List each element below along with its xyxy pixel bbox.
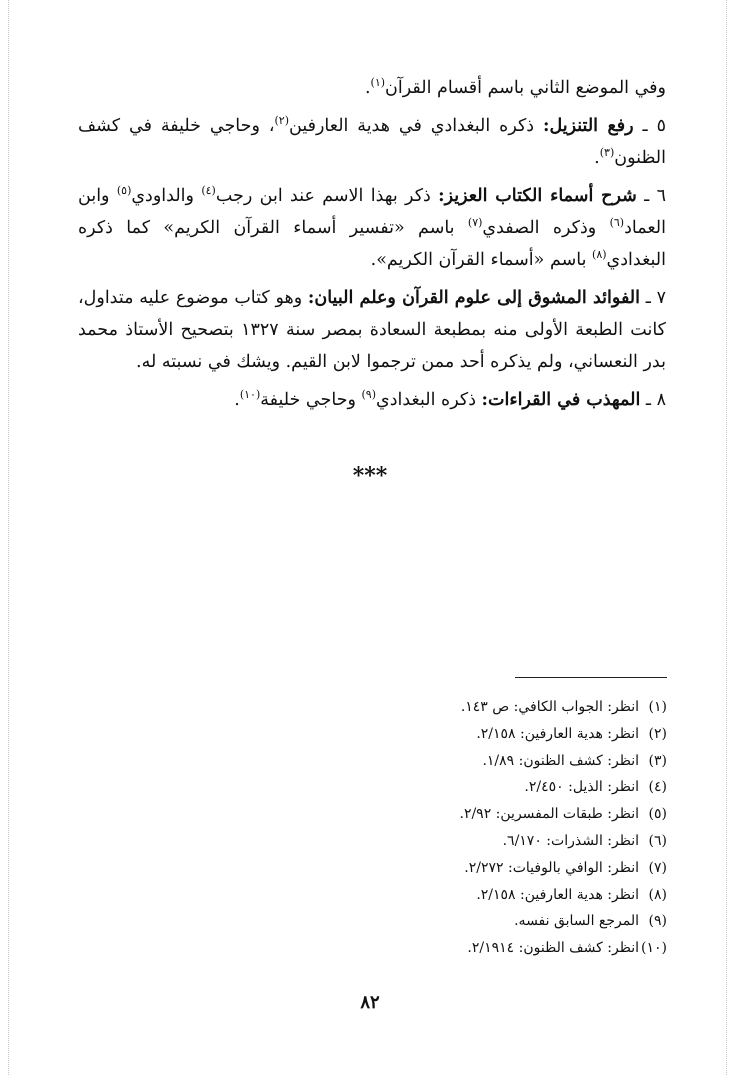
entry-number: ٦ ـ — [644, 186, 666, 206]
footnote-ref: (٦) — [609, 216, 625, 230]
footnote-ref: (٢) — [274, 114, 289, 128]
entry-title: شرح أسماء الكتاب العزيز: — [438, 186, 637, 206]
entry-text: ذكره البغدادي في هدية العارفين — [289, 116, 544, 136]
entry-text: ذكر بهذا الاسم عند ابن رجب — [215, 186, 439, 206]
intro-text: وفي الموضع الثاني باسم أقسام القرآن — [385, 78, 666, 98]
footnote-item — [307, 855, 667, 882]
entry-text: والداودي — [131, 186, 202, 206]
entry-number: ٨ ـ — [645, 390, 666, 410]
scan-edge-left — [8, 0, 9, 1075]
section-separator: *** — [352, 463, 388, 489]
footnote-number: (٨) — [648, 886, 667, 903]
footnote-number: (٩) — [648, 913, 667, 930]
footnote-item — [307, 748, 667, 775]
intro-paragraph — [78, 72, 666, 104]
footnote-number: (٢) — [648, 725, 667, 742]
footnote-ref: (٣) — [599, 146, 615, 160]
footnote-text: انظر: هدية العارفين: ٢/١٥٨. — [476, 886, 639, 903]
footnote-item — [307, 774, 667, 801]
footnote-ref: (٤) — [201, 184, 216, 198]
entry-text: ذكره البغدادي — [376, 390, 482, 410]
intro-end: . — [364, 78, 371, 98]
entry-text: . — [594, 148, 600, 168]
footnote-number: (١) — [648, 699, 667, 715]
footnote-text: انظر: الجواب الكافي: ص ١٤٣. — [460, 699, 639, 715]
entry-title: رفع التنزيل: — [543, 116, 634, 136]
entry-title: المهذب في القراءات: — [481, 390, 641, 410]
footnote-text: انظر: هدية العارفين: ٢/١٥٨. — [476, 725, 639, 742]
footnotes-list — [307, 694, 667, 962]
footnote-ref: (٨) — [592, 248, 607, 262]
footnote-item — [307, 721, 667, 748]
entry-title: الفوائد المشوق إلى علوم القرآن وعلم البيان: — [307, 288, 640, 308]
entry-paragraph — [78, 282, 666, 378]
main-text — [78, 72, 666, 422]
entry-text: باسم «أسماء القرآن الكريم». — [370, 250, 593, 270]
entry-paragraph — [78, 180, 666, 276]
footnote-number: (٧) — [648, 859, 667, 876]
scan-edge-right — [726, 0, 727, 1075]
entry-text: ، وحاجي خليفة في كشف الظنون — [78, 116, 666, 168]
entry-text: باسم «تفسير أسماء القرآن الكريم» كما ذكره البغدادي — [78, 218, 666, 270]
footnote-item — [307, 694, 667, 721]
entry-text: وحاجي خليفة — [260, 390, 362, 410]
footnote-text: المرجع السابق نفسه. — [514, 913, 639, 930]
entry-paragraph — [78, 110, 666, 174]
footnote-item — [307, 935, 667, 962]
footnote-ref: (١) — [370, 76, 386, 90]
entry-text: وابن العماد — [78, 186, 666, 238]
footnote-item — [307, 908, 667, 935]
footnote-number: (٤) — [648, 779, 667, 796]
footnote-ref: (٩) — [361, 388, 377, 402]
footnote-number: (١٠) — [641, 940, 667, 957]
entry-number: ٥ ـ — [642, 116, 666, 136]
entry-text: وهو كتاب موضوع عليه متداول، كانت الطبعة الأولى منه بمطبعة السعادة بمصر سنة ١٣٢٧ بتصحيح الأستاذ محمد بدر النعساني، ولم يذكره أحد ممن ترجموا لابن القيم. ويشك في نسبته له. — [78, 288, 666, 372]
entries-list — [78, 110, 666, 416]
footnote-ref: (٥) — [116, 184, 132, 198]
page-number: ٨٢ — [360, 992, 380, 1013]
footnote-number: (٣) — [648, 752, 667, 769]
footnote-item — [307, 801, 667, 828]
footnote-divider — [515, 677, 667, 678]
footnote-text: انظر: طبقات المفسرين: ٢/٩٢. — [459, 806, 639, 823]
entry-text: . — [234, 390, 240, 410]
footnote-number: (٦) — [648, 832, 667, 849]
footnote-number: (٥) — [648, 806, 667, 823]
footnote-text: انظر: كشف الظنون: ١/٨٩. — [482, 752, 639, 769]
footnote-text: انظر: الذيل: ٢/٤٥٠. — [524, 779, 639, 796]
footnote-text: انظر: الوافي بالوفيات: ٢/٢٧٢. — [464, 859, 639, 876]
entry-paragraph — [78, 384, 666, 416]
footnote-ref: (٧) — [467, 216, 483, 230]
entry-text: وذكره الصفدي — [482, 218, 610, 238]
footnote-ref: (١٠) — [239, 388, 261, 402]
footnote-text: انظر: كشف الظنون: ٢/١٩١٤. — [467, 940, 639, 957]
footnote-item — [307, 882, 667, 909]
footnote-text: انظر: الشذرات: ٦/١٧٠. — [502, 832, 639, 849]
entry-number: ٧ ـ — [645, 288, 666, 308]
footnote-item — [307, 828, 667, 855]
